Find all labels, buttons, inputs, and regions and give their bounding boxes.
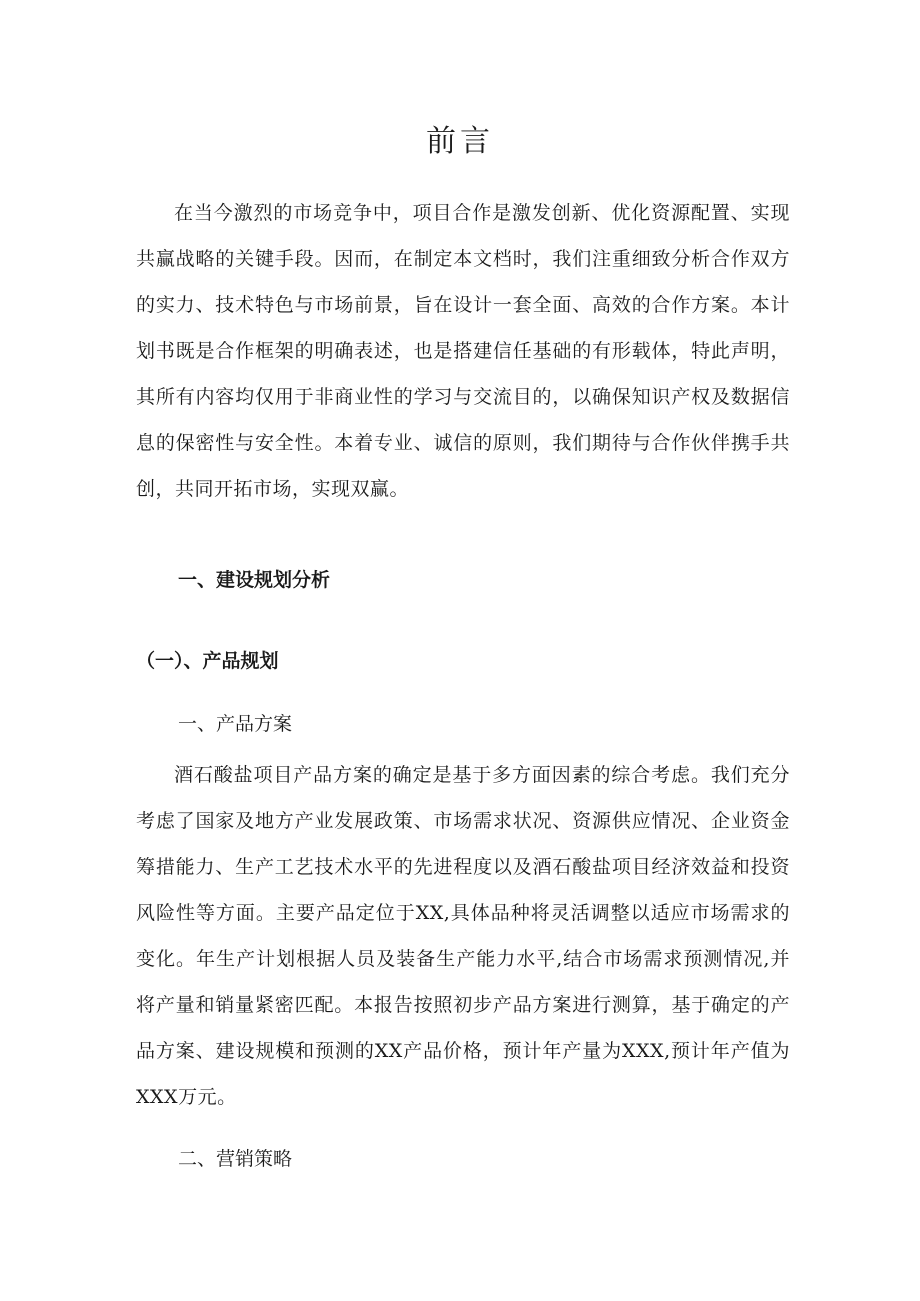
item1-paragraph: 酒石酸盐项目产品方案的确定是基于多方面因素的综合考虑。我们充分考虑了国家及地方产业发展政策、市场需求状况、资源供应情况、企业资金筹措能力、生产工艺技术水平的先进程度以及酒石酸盐项目经济效益和投资风险性等方面。主要产品定位于XX,具体品种将灵活调整以适应市场需求的变化。年生产计划根据人员及装备生产能力水平,结合市场需求预测情况,并将产量和销量紧密匹配。本报告按照初步产品方案进行测算，基于确定的产品方案、建设规模和预测的XX产品价格，预计年产量为XXX,预计年产值为XXX万元。 [136, 764, 790, 1108]
item2-heading: 二、营销策略 [178, 1148, 293, 1170]
item1-heading: 一、产品方案 [178, 713, 293, 735]
subsection-heading: （一）、产品规划 [136, 650, 279, 672]
section-heading: 一、建设规划分析 [178, 569, 331, 591]
page-title: 前言 [426, 124, 494, 159]
intro-paragraph: 在当今激烈的市场竞争中，项目合作是激发创新、优化资源配置、实现共赢战略的关键手段。因而，在制定本文档时，我们注重细致分析合作双方的实力、技术特色与市场前景，旨在设计一套全面、高效的合作方案。本计划书既是合作框架的明确表述，也是搭建信任基础的有形载体，特此声明，其所有内容均仅用于非商业性的学习与交流目的，以确保知识产权及数据信息的保密性与安全性。本着专业、诚信的原则，我们期待与合作伙伴携手共创，共同开拓市场，实现双赢。 [136, 202, 790, 500]
